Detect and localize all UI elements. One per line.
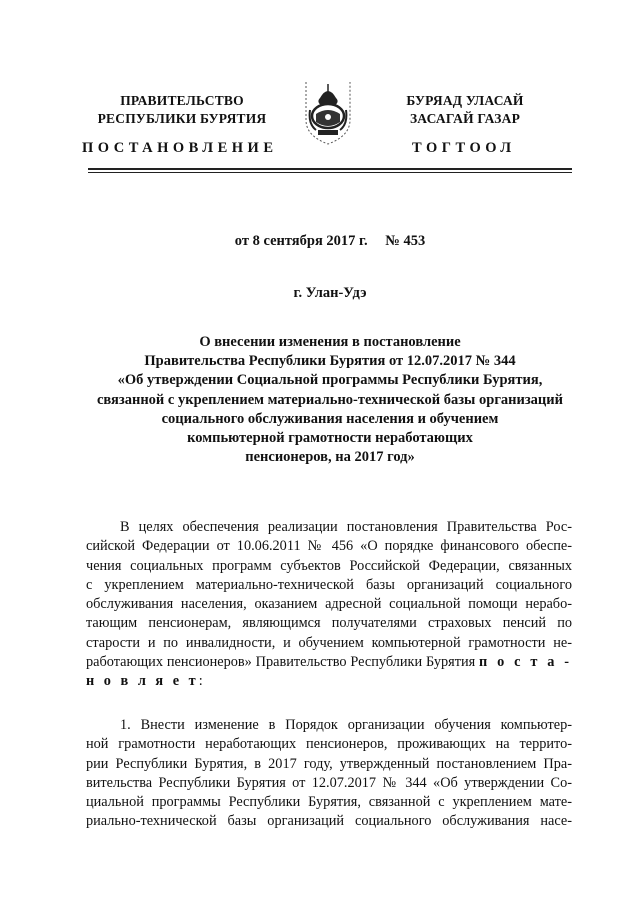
date-line [60,233,600,250]
document-number: № 453 [385,233,426,249]
text-line: тающим пенсионерам, являющимся получателями страховых пенсий по [86,615,572,632]
title-line: пенсионеров, на 2017 год» [245,449,415,466]
paragraph-item-1 [86,716,572,832]
left-organization-header [82,92,282,128]
text-line: сийской Федерации от 10.06.2011 № 456 «О порядке финансового обеспе- [86,538,572,555]
title-line: О внесении изменения в постановление [199,334,461,350]
text-line: В целях обеспечения реализации постановления Правительства Рос- [120,519,572,535]
text-line: с укреплением материально-технической базы организаций социального [86,576,572,593]
right-doc-type: ТОГТООЛ [412,140,516,156]
resolves-keyword-part-1: п о с т а - [479,654,572,671]
title-line: компьютерной грамотности неработающих [187,430,473,447]
buryatia-coat-of-arms-icon [300,80,356,146]
text-fragment: : [198,673,203,690]
header-divider-thin [88,172,572,173]
text-line: рии Республики Бурятия, в 2017 году, утвержденный постановлением Пра- [86,755,572,772]
left-doc-type: ПОСТАНОВЛЕНИЕ [82,140,278,156]
document-title [60,333,600,467]
text-line: обслуживания населения, оказанием адресной социальной помощи нерабо- [86,596,572,613]
text-line: вительства Республики Бурятия от 12.07.2017 № 344 «Об утверждении Со- [86,774,572,791]
text-line [86,653,572,672]
text-line: риально-технической базы организаций социального обслуживания насе- [86,813,572,830]
left-org-line-1: ПРАВИТЕЛЬСТВО [120,93,244,108]
text-line: чения социальных программ субъектов Российской Федерации, связанных [86,557,572,574]
text-fragment: работающих пенсионеров» Правительство Республики Бурятия [86,654,476,671]
city: г. Улан-Удэ [293,285,367,301]
title-line: Правительства Республики Бурятия от 12.07.2017 № 344 [144,353,516,370]
title-line: «Об утверждении Социальной программы Республики Бурятия, [117,372,543,389]
title-line: связанной с укреплением материально-технической базы организаций [96,391,564,408]
text-line [86,672,572,691]
right-organization-header [370,92,560,128]
title-line: социального обслуживания населения и обучением [161,410,499,427]
right-org-line-2: ЗАСАГАЙ ГАЗАР [409,111,521,126]
text-line: циальной программы Республики Бурятия, связанной с укреплением мате- [86,794,572,811]
document-date: от 8 сентября 2017 г. [234,233,368,249]
left-org-line-2: РЕСПУБЛИКИ БУРЯТИЯ [97,111,267,126]
right-org-line-1: БУРЯАД УЛАСАЙ [406,93,524,108]
resolves-keyword-part-2: н о в л я е т [86,673,199,690]
text-line: старости и по инвалидности, и обучением компьютерной грамотности не- [86,634,572,651]
text-line: ной грамотности неработающих пенсионеров, проживающих на террито- [86,736,572,753]
paragraph-preamble [86,518,572,692]
header-divider [88,168,572,170]
text-line: 1. Внести изменение в Порядок организации обучения компьютер- [120,717,572,733]
